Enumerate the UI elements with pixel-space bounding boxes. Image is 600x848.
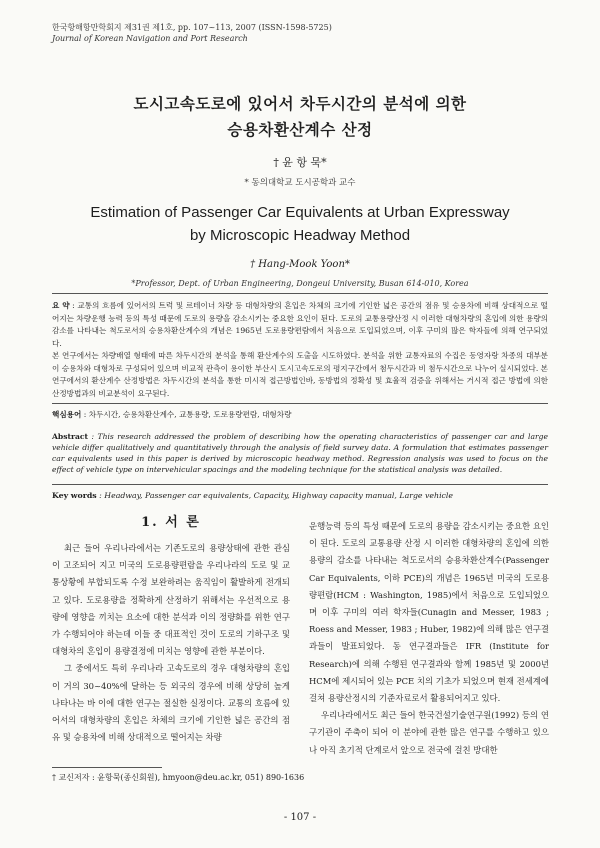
abstract-kr: [52, 300, 548, 400]
keywords-en: [52, 490, 548, 501]
page-number: - 107 -: [283, 812, 317, 823]
body-paragraph: 그 중에서도 특히 우리나라 고속도로의 경우 대형차량의 혼입이 거의 30~40%에 달하는 등 외국의 경우에 비해 상당히 높게 나타나는 바 이에 대한 연구는 절실한 실정이다. 교통의 흐름에 있어서의 대형차량의 혼입은 차체의 크기에 기인한 넓은 공간의 점유 및 승용차에 비해 상대적으로 떨어지는 차량: [52, 663, 290, 743]
body-paragraph: 운행능력 등의 특성 때문에 도로의 용량을 감소시키는 중요한 요인이 된다. 도로의 교통용량 산정 시 이러한 대형차량의 혼입에 의한 용량의 감소를 나타내는 척도로서의 승용차환산계수(Passenger Car Equivalents, 이하 PCE)의 개념은 1965년 미국의 도로용량편람(HCM : Washington, 1985)에서 처음으로 도입되었으며 이후 구미의 여러 학자들(Cunagin and Messer, 1983 ; Roess and Messer, 1983 ; Huber, 1982)에 의해 많은 연구결과들이 발표되었다. 동 연구결과들은 IFR (Institute for Research)에 의해 수행된 연구결과와 함께 1985년 및 2000년 HCM에 제시되어 있는 PCE 치의 기초가 되었으며 현재 전세계에 걸쳐 용량산정시의 기준자료로서 활용되어지고 있다.: [309, 521, 549, 704]
author-kr: † 윤 항 묵*: [273, 156, 327, 169]
divider-top: [52, 293, 548, 294]
keywords-en-label: Key words: [52, 491, 97, 500]
abstract-en-label: Abstract: [52, 432, 89, 441]
keywords-kr: [52, 409, 548, 421]
title-en-line1: Estimation of Passenger Car Equivalents at Urban Expressway: [90, 204, 510, 221]
keywords-kr-text: : 차두시간, 승용차환산계수, 교통용량, 도로용량편람, 대형차량: [83, 410, 292, 419]
body-column-left: [52, 540, 290, 746]
title-kr-line2: 승용차환산계수 산정: [227, 120, 373, 139]
divider-mid: [52, 403, 548, 404]
journal-citation-kr: 한국항해항만학회지 제31권 제1호, pp. 107~113, 2007 (ISSN-1598-5725): [52, 23, 332, 32]
journal-header: [52, 22, 552, 44]
journal-name-en: Journal of Korean Navigation and Port Research: [52, 34, 248, 43]
keywords-kr-label: 핵심용어: [52, 410, 82, 419]
author-en: † Hang-Mook Yoon*: [250, 259, 350, 270]
footnote-divider: [52, 767, 162, 768]
abstract-en-text: : This research addressed the problem of describing how the operating characteristics of passenger car and large vehicle differ qualitatively and quantitatively through the analysis of field survey data. A formulation that estimates passenger car equivalents used in this paper is derived by microscopic headway method. Regression analysis was used to focus on the effect of vehicle type on intervehicular spacings and the modeling technique for the statistical analysis was detailed.: [52, 432, 548, 474]
footnote-corresponding-author: † 교신저자 : 윤항묵(종신회원), hmyoon@deu.ac.kr, 051) 890-1636: [52, 773, 305, 782]
body-paragraph: 최근 들어 우리나라에서는 기존도로의 용량상태에 관한 관심이 고조되어 지고 미국의 도로용량편람을 우리나라의 도로 및 교통상황에 부합되도록 수정 보완하려는 움직임이 활발하게 전개되고 있다. 도로용량을 정확하게 산정하기 위해서는 우선적으로 용량에 영향을 끼치는 요소에 대한 분석과 이의 정량화를 위한 연구가 수행되어야 하는데 이들 중 대표적인 것이 도로의 기하구조 및 대형차의 혼입이 용량결정에 미치는 영향에 관한 부분이다.: [52, 543, 290, 657]
body-paragraph: 우리나라에서도 최근 들어 한국건설기술연구원(1992) 등의 연구기관이 주축이 되어 이 분야에 관한 많은 연구를 수행하고 있으나 아직 초기적 단계로서 앞으로 전국에 걸친 방대한: [309, 710, 549, 755]
abstract-kr-label: 요 약: [52, 301, 70, 310]
abstract-en: [52, 431, 548, 475]
divider-bottom: [52, 484, 548, 485]
section-heading-introduction: 1. 서 론: [141, 515, 201, 530]
body-column-right: [309, 518, 549, 759]
affiliation-kr: * 동의대학교 도시공학과 교수: [244, 178, 356, 188]
abstract-kr-paragraph-2: 본 연구에서는 차량배열 형태에 따른 차두시간의 분석을 통해 환산계수의 도출을 시도하였다. 분석을 위한 교통자료의 수집은 동영자랑 차종의 대부분이 승용차와 대형차로 구성되어 있으며 비교적 관측이 용이한 부산시 도시고속도로의 평지구간에서 첨두시간과 비 첨두시간으로 나누어 실시되었다. 본 연구에서의 환산계수 산정방법은 차두시간의 분석을 통한 미시적 접근방법인바, 동방법의 정확성 및 효율적 검증을 위해서는 거시적 접근 방법에 의한 산정방법과의 비교분석이 요구된다.: [52, 351, 548, 398]
title-en-line2: by Microscopic Headway Method: [189, 227, 411, 244]
affiliation-en: *Professor, Dept. of Urban Engineering, Dongeui University, Busan 614-010, Korea: [131, 279, 469, 288]
keywords-en-text: : Headway, Passenger car equivalents, Capacity, Highway capacity manual, Large vehicle: [99, 491, 454, 500]
title-kr-line1: 도시고속도로에 있어서 차두시간의 분석에 의한: [133, 94, 467, 113]
abstract-kr-paragraph-1: : 교통의 흐름에 있어서의 트럭 및 르테이너 차량 등 대형차량의 혼입은 차체의 크기에 기인한 넓은 공간의 점유 및 승용차에 비해 상대적으로 떨어지는 차량운행 능력 등의 특성 때문에 도로의 용량을 감소시키는 중요한 요인이 된다. 도로의 교통용량산정 시 이러한 대형차량의 혼입에 의한 용량의 감소를 나타내는 척도로서의 승용차환산계수의 개념은 1965년 도로용량편람에서 처음으로 도입되었으며, 이후 구미의 많은 학자들에 의해 연구되었다.: [52, 301, 548, 348]
